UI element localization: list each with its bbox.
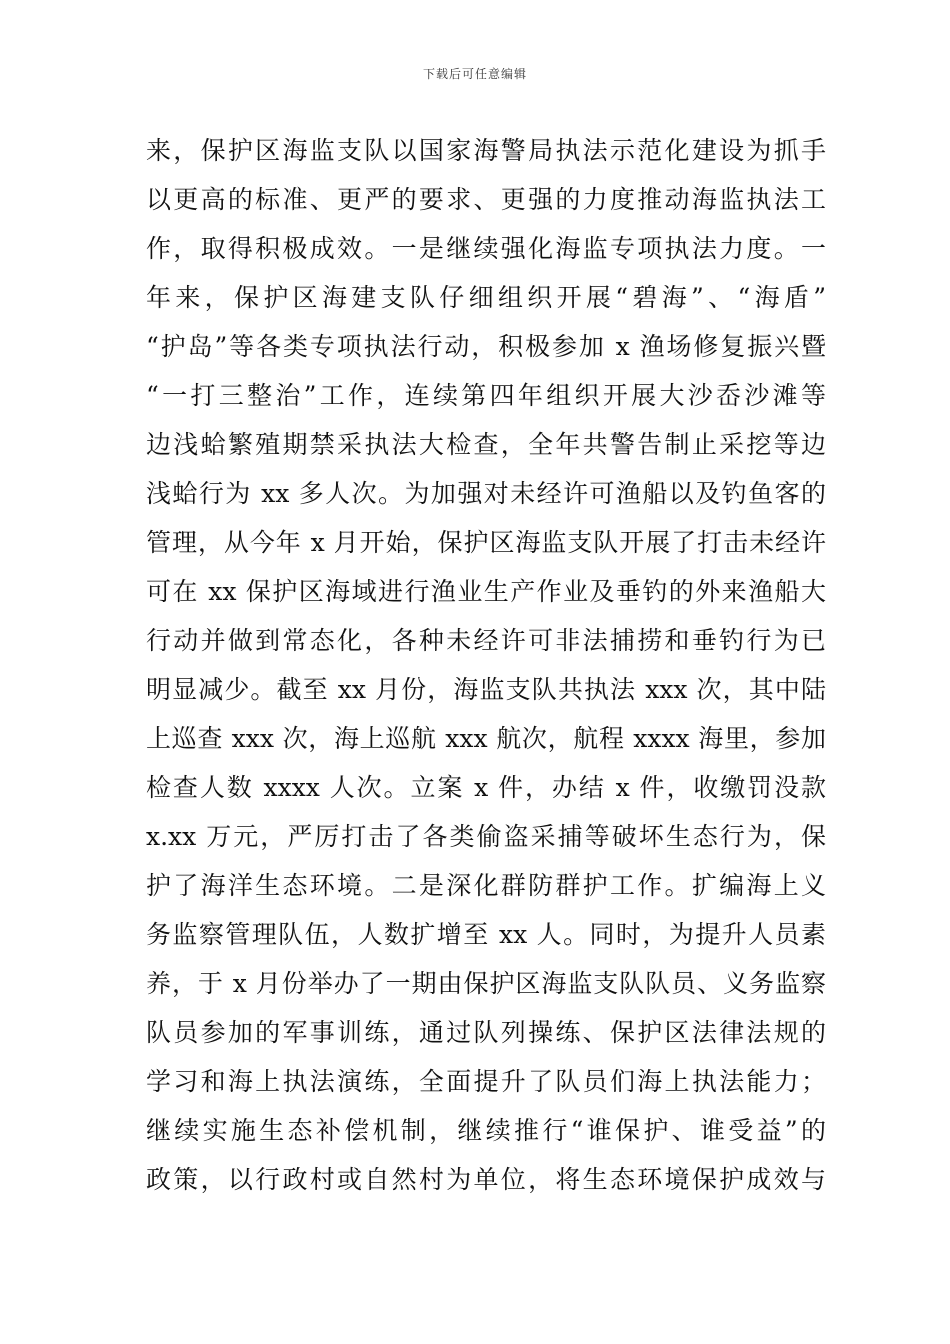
text-line: 以更高的标准、更严的要求、更强的力度推动海监执法工 <box>146 185 826 214</box>
text-line: 政策，以行政村或自然村为单位，将生态环境保护成效与 <box>146 1165 826 1194</box>
text-line: 学习和海上执法演练，全面提升了队员们海上执法能力； <box>146 1067 826 1096</box>
text-line: x.xx 万元，严厉打击了各类偷盗采捕等破坏生态行为，保 <box>146 822 826 851</box>
document-body <box>146 126 826 1204</box>
text-line: 年来，保护区海建支队仔细组织开展“碧海”、“海盾” <box>146 283 826 312</box>
text-line: 上巡查 xxx 次，海上巡航 xxx 航次，航程 xxxx 海里，参加 <box>146 724 826 753</box>
text-line: 护了海洋生态环境。二是深化群防群护工作。扩编海上义 <box>146 871 826 900</box>
text-line: 务监察管理队伍，人数扩增至 xx 人。同时，为提升人员素 <box>146 920 826 949</box>
text-line: 边浅蛤繁殖期禁采执法大检查，全年共警告制止采挖等边 <box>146 430 826 459</box>
text-line: 来，保护区海监支队以国家海警局执法示范化建设为抓手 <box>146 136 826 165</box>
text-line: 明显减少。截至 xx 月份，海监支队共执法 xxx 次，其中陆 <box>146 675 826 704</box>
text-line: 可在 xx 保护区海域进行渔业生产作业及垂钓的外来渔船大 <box>146 577 826 606</box>
text-line: 队员参加的军事训练，通过队列操练、保护区法律法规的 <box>146 1018 826 1047</box>
text-line: 管理，从今年 x 月开始，保护区海监支队开展了打击未经许 <box>146 528 826 557</box>
text-line: 养，于 x 月份举办了一期由保护区海监支队队员、义务监察 <box>146 969 826 998</box>
text-line: 浅蛤行为 xx 多人次。为加强对未经许可渔船以及钓鱼客的 <box>146 479 826 508</box>
text-line: 行动并做到常态化，各种未经许可非法捕捞和垂钓行为已 <box>146 626 826 655</box>
text-line: 作，取得积极成效。一是继续强化海监专项执法力度。一 <box>146 234 826 263</box>
text-line: “护岛”等各类专项执法行动，积极参加 x 渔场修复振兴暨 <box>146 332 826 361</box>
text-line: “一打三整治”工作，连续第四年组织开展大沙岙沙滩等 <box>146 381 826 410</box>
text-line: 检查人数 xxxx 人次。立案 x 件，办结 x 件，收缴罚没款 <box>146 773 826 802</box>
page-header: 下载后可任意编辑 <box>422 67 527 81</box>
text-line: 继续实施生态补偿机制，继续推行“谁保护、谁受益”的 <box>146 1116 826 1145</box>
